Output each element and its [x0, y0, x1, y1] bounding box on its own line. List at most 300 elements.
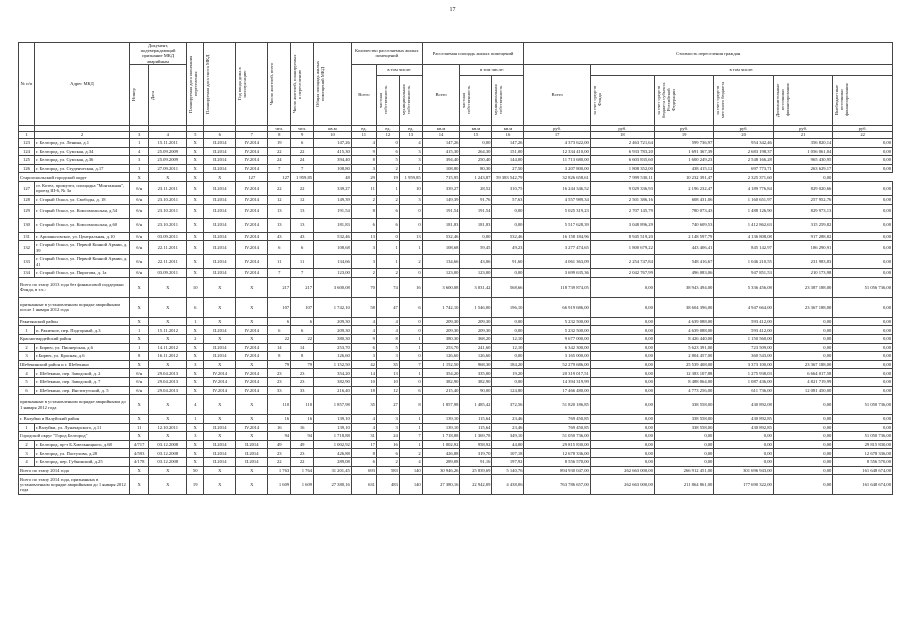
table-cell: X	[187, 204, 204, 218]
table-cell: 23	[291, 449, 314, 458]
table-cell: 1 808 352,00	[590, 164, 654, 173]
table-row	[19, 204, 893, 218]
table-cell: 147,26	[492, 139, 524, 148]
table-cell: 108,68	[314, 241, 352, 255]
table-row	[19, 232, 893, 241]
table-cell: 1 150 560,00	[714, 334, 773, 343]
table-cell: 4 557 989,34	[524, 195, 590, 204]
table-cell: 19	[654, 132, 713, 139]
table-cell: Старооскольский городской округ	[19, 173, 130, 182]
table-cell: X	[149, 415, 187, 424]
header-cost-group: Стоимость переселения граждан	[524, 43, 893, 65]
table-cell: б/н	[129, 232, 148, 241]
table-cell: 965 430,95	[773, 156, 832, 165]
table-cell: кв.м	[460, 125, 492, 131]
page-number: 17	[449, 7, 456, 13]
table-cell: 4	[376, 317, 399, 326]
table-cell: 216,40	[314, 386, 352, 395]
table-cell: 6	[351, 343, 376, 352]
table-cell: IV.2014	[236, 326, 268, 335]
table-cell: 1	[399, 334, 422, 343]
table-cell: 123,00	[422, 269, 460, 278]
header-area-group: Расселяемая площадь жилых помещений	[422, 43, 524, 65]
table-cell: X	[187, 173, 204, 182]
table-cell: 0,00	[773, 440, 832, 449]
table-cell: 42	[351, 360, 376, 369]
table-cell: 140	[399, 475, 422, 495]
table-cell: 1	[19, 423, 35, 432]
table-cell: Всего по этапу 2014 года	[19, 466, 130, 475]
table-cell: 44,00	[492, 440, 524, 449]
table-cell: 1	[19, 326, 35, 335]
table-cell: 0,00	[773, 449, 832, 458]
table-cell: 2	[19, 440, 35, 449]
table-cell: 3	[351, 241, 376, 255]
table-cell: 0,00	[833, 360, 893, 369]
table-cell: 548 416,67	[654, 255, 713, 269]
table-cell: 215,40	[422, 386, 460, 395]
table-cell: 22 942,09	[460, 475, 492, 495]
table-cell: 23 387 188,00	[773, 277, 832, 297]
header-area-incl: в том числе:	[460, 64, 524, 75]
table-cell: г. Старый Оскол, ул. Первой Конной Армии, д. 41	[35, 255, 130, 269]
table-cell: 191,54	[422, 204, 460, 218]
table-cell: г. Старый Оскол, ул. Комсомольская, д.60	[35, 218, 130, 232]
table-cell: 0,00	[773, 475, 832, 495]
table-cell: 31 201,45	[314, 466, 352, 475]
header-rooms-group: Количество расселяемых жилых помещений	[351, 43, 422, 65]
table-row	[19, 343, 893, 352]
table-cell: 03.09.2011	[149, 269, 187, 278]
table-cell: 12 081 450,00	[773, 386, 832, 395]
table-cell: 12 334 410,00	[524, 147, 590, 156]
table-cell: 723 509,00	[714, 343, 773, 352]
table-cell: X	[236, 432, 268, 441]
table-cell: 74	[376, 277, 399, 297]
table-cell: 211 864 861,00	[654, 475, 713, 495]
table-cell: Ракитянский район	[19, 317, 130, 326]
table-cell: 3 165 000,00	[524, 352, 590, 361]
table-cell: 1 369,78	[460, 432, 492, 441]
table-cell: 49,23	[492, 241, 524, 255]
table-cell: 18	[590, 132, 654, 139]
table-cell: 1 742,10	[422, 297, 460, 317]
table-cell: 5	[376, 343, 399, 352]
table-cell: 1 412 862,63	[714, 218, 773, 232]
table-cell: 3	[351, 255, 376, 269]
table-cell: 0,00	[773, 458, 832, 467]
table-cell: 9 677 000,00	[524, 334, 590, 343]
table-cell: 3 373 100,00	[714, 360, 773, 369]
table-cell: 23.10.2011	[149, 204, 187, 218]
table-cell: X	[187, 147, 204, 156]
table-cell: г. Шебекино, пер. Заводской, д. 2	[35, 369, 130, 378]
table-cell: 310,75	[492, 181, 524, 195]
table-cell: 161 648 674,00	[833, 475, 893, 495]
table-cell: X	[187, 269, 204, 278]
table-cell: 1	[19, 132, 35, 139]
table-cell: X	[187, 181, 204, 195]
table-cell: 1 243,87	[460, 173, 492, 182]
table-cell: X	[204, 173, 236, 182]
table-cell: 22	[268, 181, 291, 195]
table-cell: 2	[376, 458, 399, 467]
table-cell: 8 488 064,00	[654, 377, 713, 386]
table-cell: 241,60	[460, 343, 492, 352]
table-cell: II.2014	[204, 195, 236, 204]
table-cell: 4 136 808,08	[714, 232, 773, 241]
table-cell: 1	[399, 415, 422, 424]
table-cell: 9	[351, 334, 376, 343]
table-cell: 22.11.2011	[149, 255, 187, 269]
table-cell: 7 999 530,11	[590, 173, 654, 182]
table-row	[19, 195, 893, 204]
table-cell: 2	[399, 449, 422, 458]
table-cell: X	[236, 360, 268, 369]
table-cell: 147,26	[422, 139, 460, 148]
table-cell: 0,00	[833, 386, 893, 395]
table-cell: 1 600 249,23	[654, 156, 713, 165]
table-cell: 0,00	[590, 377, 654, 386]
table-cell: 253,70	[314, 343, 352, 352]
table-cell: ед.	[376, 125, 399, 131]
table-cell: 19	[376, 173, 399, 182]
table-cell: 210 173,98	[773, 269, 832, 278]
table-cell: п. Ракитное, пер. Подгорный, д.3	[35, 326, 130, 335]
table-cell: 57,63	[492, 195, 524, 204]
table-cell: 0,00	[833, 232, 893, 241]
table-cell: 0,00	[460, 139, 492, 148]
table-cell: 3	[399, 195, 422, 204]
table-cell: X	[204, 415, 236, 424]
table-cell: II.2014	[204, 343, 236, 352]
table-cell: 253,70	[422, 343, 460, 352]
table-cell: IV.2014	[236, 195, 268, 204]
table-cell: 128	[19, 195, 35, 204]
table-cell: 7	[268, 269, 291, 278]
table-cell: 257 952,76	[773, 195, 832, 204]
header-resettle-plan: Планируемая дата окончания переселения	[188, 55, 199, 113]
table-cell: IV.2014	[236, 377, 268, 386]
table-cell: 0,00	[773, 415, 832, 424]
table-cell: 108,80	[422, 164, 460, 173]
table-cell: 3	[351, 352, 376, 361]
table-cell: IV.2014	[236, 204, 268, 218]
table-row	[19, 269, 893, 278]
header-regional: за счет средств бюджета субъекта Российской Федерации	[655, 82, 676, 119]
table-cell: II.2014	[204, 164, 236, 173]
table-cell: 438 415,12	[654, 164, 713, 173]
table-cell: 126	[19, 164, 35, 173]
table-cell: 2 463 721,64	[590, 139, 654, 148]
table-cell: 8	[399, 395, 422, 415]
table-cell: IV.2014	[236, 241, 268, 255]
table-cell: 24	[291, 156, 314, 165]
table-cell: 4	[351, 423, 376, 432]
table-cell: 23	[268, 449, 291, 458]
table-cell: IV.2014	[236, 386, 268, 395]
table-cell: 231 983,83	[773, 255, 832, 269]
table-cell: 17 466 480,00	[524, 386, 590, 395]
table-cell: 829 020,66	[773, 181, 832, 195]
table-cell: 2 683 198,37	[714, 147, 773, 156]
table-cell: 22	[268, 147, 291, 156]
table-cell: 03.12.2008	[149, 449, 187, 458]
table-cell: X	[187, 458, 204, 467]
table-cell: 0,00	[590, 352, 654, 361]
table-cell: 6	[351, 458, 376, 467]
table-row	[19, 449, 893, 458]
table-cell: X	[149, 395, 187, 415]
table-cell: X	[149, 466, 187, 475]
table-cell: 6	[268, 241, 291, 255]
table-cell: 338 558,00	[654, 423, 713, 432]
table-cell: X	[129, 415, 148, 424]
table-cell: X	[149, 173, 187, 182]
table-cell: X	[129, 475, 148, 495]
table-header	[19, 43, 893, 126]
table-cell: 52 279 686,00	[524, 360, 590, 369]
table-cell: 12	[376, 132, 399, 139]
table-cell: 394,40	[314, 156, 352, 165]
table-cell: 4	[351, 326, 376, 335]
table-cell: 262 663 000,00	[590, 466, 654, 475]
table-cell: IV.2014	[236, 343, 268, 352]
table-cell: 29 815 830,00	[524, 440, 590, 449]
table-cell: 10	[399, 181, 422, 195]
header-no: № п/п	[19, 43, 35, 126]
table-cell: 50	[187, 466, 204, 475]
table-cell: 430 892,08	[714, 395, 773, 415]
table-cell: 134,66	[422, 255, 460, 269]
table-cell: руб.	[654, 125, 713, 131]
table-row	[19, 458, 893, 467]
table-cell: 0,00	[773, 343, 832, 352]
table-cell: 147,26	[314, 139, 352, 148]
table-cell: 4	[351, 415, 376, 424]
table-cell: II.2014	[204, 269, 236, 278]
table-cell: 70	[351, 277, 376, 297]
table-cell: X	[129, 466, 148, 475]
table-cell: 0,00	[590, 415, 654, 424]
table-cell: 4 773 256,00	[654, 386, 713, 395]
table-cell: 289,08	[422, 458, 460, 467]
table-cell: 13	[268, 204, 291, 218]
table-cell: Красногвардейский район	[19, 334, 130, 343]
table-cell: X	[187, 139, 204, 148]
table-cell: 0,00	[833, 352, 893, 361]
table-cell: 21	[773, 132, 832, 139]
table-cell: 6 342 300,00	[524, 343, 590, 352]
table-cell: 1	[376, 181, 399, 195]
table-cell: 2	[376, 195, 399, 204]
table-cell: 33	[268, 386, 291, 395]
table-cell: 1 275 938,03	[714, 369, 773, 378]
table-cell: 1	[187, 415, 204, 424]
table-cell: 151,00	[492, 147, 524, 156]
table-cell: 0	[399, 377, 422, 386]
table-cell: 2 804 457,00	[654, 352, 713, 361]
table-cell: 0,00	[773, 326, 832, 335]
table-cell: 13	[291, 204, 314, 218]
table-cell: 0	[399, 317, 422, 326]
table-cell: 0,00	[833, 139, 893, 148]
table-cell: 3	[129, 132, 148, 139]
table-cell: 10	[376, 377, 399, 386]
table-cell: 339,27	[422, 181, 460, 195]
table-cell: г. Белгород, ул. Сумская, д.36	[35, 156, 130, 165]
table-cell: 3	[129, 156, 148, 165]
table-cell: 3	[399, 147, 422, 156]
table-cell: 354,20	[314, 369, 352, 378]
table-cell: руб.	[524, 125, 590, 131]
table-cell: 126,60	[460, 352, 492, 361]
table-cell: 4	[399, 458, 422, 467]
table-cell: 129	[19, 204, 35, 218]
table-cell: 14	[268, 343, 291, 352]
table-cell: 593 412,00	[714, 326, 773, 335]
table-cell: 1 742,10	[314, 297, 352, 317]
table-cell: 3	[19, 352, 35, 361]
table-cell: 6 603 835,60	[590, 156, 654, 165]
table-cell: 3 048 896,29	[590, 218, 654, 232]
table-cell: 23	[291, 377, 314, 386]
table-cell: 1 718,88	[314, 432, 352, 441]
table-cell: 0,00	[773, 173, 832, 182]
table-cell: 0,00	[492, 218, 524, 232]
table-cell: X	[187, 195, 204, 204]
table-cell: 51 820 186,85	[524, 395, 590, 415]
table-cell: 415,30	[314, 147, 352, 156]
table-cell: 123,00	[460, 269, 492, 278]
table-row	[19, 395, 893, 415]
table-cell: 0,00	[492, 269, 524, 278]
table-cell: 5	[187, 132, 204, 139]
table-cell: 23	[291, 369, 314, 378]
table-cell: 66 919 686,00	[524, 297, 590, 317]
table-cell: 289,08	[314, 458, 352, 467]
table-cell: 0,00	[590, 386, 654, 395]
table-cell: 107,18	[492, 449, 524, 458]
header-rooms-incl: в том числе:	[376, 64, 422, 75]
table-cell: X	[187, 241, 204, 255]
table-cell: II.2014	[204, 147, 236, 156]
table-cell: 0,00	[773, 395, 832, 415]
resettlement-table	[18, 42, 893, 495]
header-area-total2: Всего	[422, 64, 460, 125]
table-cell: 3	[376, 352, 399, 361]
header-rooms-total: Всего	[351, 64, 376, 125]
table-cell: 27,50	[492, 164, 524, 173]
table-cell: 91,16	[460, 458, 492, 467]
table-cell: 315 259,82	[773, 218, 832, 232]
table-cell: 59 383 542,79	[492, 173, 524, 182]
table-cell: 354,20	[422, 369, 460, 378]
table-cell: 2 042 767,99	[590, 269, 654, 278]
table-cell: 110	[291, 395, 314, 415]
table-cell: 0,00	[773, 423, 832, 432]
table-cell: г. Валуйки и Валуйский район	[19, 415, 130, 424]
table-cell: 8	[268, 352, 291, 361]
header-area-private: частная собственность	[461, 86, 472, 115]
header-residents: Число жителей, всего	[269, 62, 275, 106]
table-cell: 79	[268, 360, 291, 369]
table-cell: 2 148 597,79	[654, 232, 713, 241]
table-cell: 8 556 570,00	[524, 458, 590, 467]
table-cell: 22	[833, 132, 893, 139]
table-cell: II.2014	[236, 440, 268, 449]
table-cell: 16 158 184,96	[524, 232, 590, 241]
table-cell: 149,39	[314, 195, 352, 204]
table-cell: 593 412,00	[714, 317, 773, 326]
table-cell: 16	[268, 415, 291, 424]
table-cell: г. Белгород, ул. Пастухова, д.28	[35, 449, 130, 458]
table-cell: X	[204, 475, 236, 495]
table-cell: 9 029 336,93	[590, 181, 654, 195]
table-cell: 124,80	[492, 386, 524, 395]
table-cell: 6	[19, 386, 35, 395]
table-cell: 15.11.2012	[149, 326, 187, 335]
table-cell: 28,52	[460, 181, 492, 195]
table-cell: 58	[351, 297, 376, 317]
table-cell: 0,00	[833, 269, 893, 278]
table-cell: 1 046 210,55	[714, 255, 773, 269]
table-cell: 51 056 736,00	[833, 277, 893, 297]
table-cell: 0	[399, 204, 422, 218]
table-cell: 1 488 126,90	[714, 204, 773, 218]
table-body	[19, 125, 893, 494]
table-cell: X	[236, 297, 268, 317]
table-cell: 3 031,42	[460, 277, 492, 297]
table-cell: 4 639 088,00	[654, 317, 713, 326]
table-cell: X	[129, 173, 148, 182]
table-cell: X	[236, 415, 268, 424]
table-cell: 763 786 657,00	[524, 475, 590, 495]
table-cell: 4	[129, 147, 148, 156]
table-cell: Всего по этапу 2013 года без финансовой поддержки Фонда, в т.ч.:	[19, 277, 130, 297]
table-cell: X	[236, 277, 268, 297]
table-cell: 6	[291, 241, 314, 255]
table-cell: 532,46	[422, 232, 460, 241]
table-row	[19, 386, 893, 395]
table-cell: 4/717	[129, 440, 148, 449]
table-cell: 22	[268, 334, 291, 343]
table-cell: 4 639 088,00	[654, 326, 713, 335]
table-cell: 209,30	[422, 317, 460, 326]
table-cell: 0,00	[714, 458, 773, 467]
table-cell: X	[204, 360, 236, 369]
table-cell: 4	[351, 317, 376, 326]
table-cell: 4	[19, 369, 35, 378]
table-cell: X	[187, 352, 204, 361]
table-cell: 38 604 396,00	[654, 297, 713, 317]
table-row	[19, 147, 893, 156]
table-cell: 12	[291, 195, 314, 204]
table-cell: II.2014	[204, 204, 236, 218]
table-cell: ед.	[351, 125, 376, 131]
table-cell: 0,00	[590, 369, 654, 378]
table-cell: X	[187, 326, 204, 335]
table-cell: 139,10	[314, 423, 352, 432]
table-cell: 611 736,00	[714, 386, 773, 395]
table-cell: 8	[291, 352, 314, 361]
table-cell: б/н	[129, 218, 148, 232]
table-cell: IV.2014	[236, 352, 268, 361]
table-cell: 0	[376, 139, 399, 148]
table-row	[19, 156, 893, 165]
table-cell: 7	[291, 164, 314, 173]
table-cell: 3 277 474,65	[524, 241, 590, 255]
